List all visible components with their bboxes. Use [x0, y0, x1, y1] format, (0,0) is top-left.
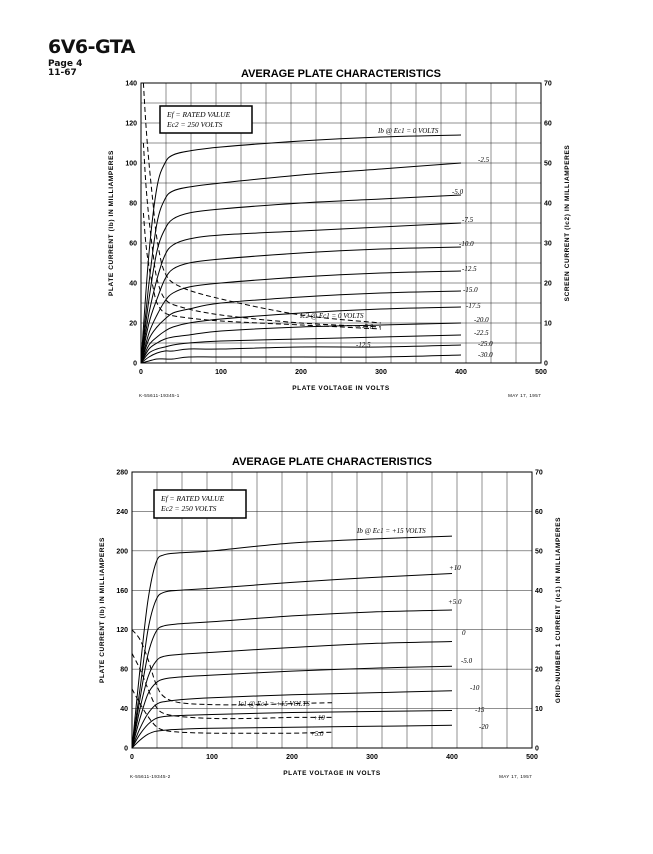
issue-date: 11-67	[48, 68, 77, 78]
plate-current-curve-8	[132, 725, 452, 748]
curve-label: Ib @ Ec1 = 0 VOLTS	[378, 127, 439, 135]
x-tick-label: 100	[206, 754, 218, 761]
y2-tick-label: 20	[544, 280, 552, 288]
y2-tick-label: 10	[544, 320, 552, 328]
x-tick-label: 500	[535, 369, 547, 376]
y-tick-label: 40	[120, 706, 128, 714]
x-tick-label: 0	[139, 369, 143, 376]
plate-current-curve-2	[132, 574, 452, 749]
x-tick-label: 300	[366, 754, 378, 761]
x-axis-label: PLATE VOLTAGE IN VOLTS	[292, 385, 390, 392]
y2-axis-label: SCREEN CURRENT (Ic2) IN MILLIAMPERES	[564, 144, 571, 302]
y2-tick-label: 40	[544, 200, 552, 208]
curve-label: -10	[470, 684, 480, 692]
y2-tick-label: 30	[544, 240, 552, 248]
y-tick-label: 240	[116, 508, 128, 516]
plate-current-curve-12	[141, 355, 461, 363]
curve-label: -20.0	[474, 316, 489, 324]
drawing-date: MAY 17, 1957	[499, 774, 532, 779]
curve-label: -30.0	[478, 351, 493, 359]
curve-label: -10.0	[459, 240, 474, 248]
curve-label: Ib @ Ec1 = +15 VOLTS	[357, 527, 426, 535]
tube-model-title: 6V6-GTA	[48, 36, 135, 58]
conditions-line: Ef = RATED VALUE	[161, 494, 225, 503]
curve-label: +10	[449, 564, 461, 572]
y-tick-label: 0	[124, 745, 128, 753]
y2-tick-label: 0	[544, 360, 548, 368]
conditions-line: Ef = RATED VALUE	[167, 110, 231, 119]
y2-tick-label: 0	[535, 745, 539, 753]
curve-label: -5.0	[362, 323, 374, 331]
curve-label: -15	[475, 706, 485, 714]
page-number: Page 4	[48, 59, 83, 69]
chart-title: AVERAGE PLATE CHARACTERISTICS	[231, 456, 433, 468]
plate-current-curve-4	[141, 223, 461, 363]
curve-label: Ic1 @ Ec1 = +15 VOLTS	[238, 700, 310, 708]
y-axis-label: PLATE CURRENT (Ib) IN MILLIAMPERES	[108, 150, 115, 296]
x-tick-label: 200	[295, 369, 307, 376]
y2-tick-label: 60	[535, 508, 543, 516]
curve-label: 0	[462, 629, 466, 637]
x-axis-label: PLATE VOLTAGE IN VOLTS	[283, 770, 381, 777]
y-tick-label: 160	[116, 587, 128, 595]
x-tick-label: 500	[526, 754, 538, 761]
y-tick-label: 120	[125, 120, 137, 128]
curve-label: -5.0	[461, 657, 473, 665]
x-tick-label: 400	[455, 369, 467, 376]
chart-title: AVERAGE PLATE CHARACTERISTICS	[240, 68, 442, 80]
curve-label: -5.0	[452, 188, 464, 196]
chart-2	[99, 456, 562, 779]
plate-current-curve-11	[141, 345, 461, 363]
y-tick-label: 80	[129, 200, 137, 208]
curve-label: +5.0	[310, 730, 324, 738]
curve-label: -17.5	[466, 302, 481, 310]
y-axis-label: PLATE CURRENT (Ib) IN MILLIAMPERES	[99, 537, 106, 683]
y2-axis-label: GRID-NUMBER 1 CURRENT (Ic1) IN MILLIAMPERES	[555, 516, 562, 704]
y2-tick-label: 70	[535, 469, 543, 477]
y-tick-label: 120	[116, 627, 128, 635]
y2-tick-label: 10	[535, 706, 543, 714]
plate-current-curve-1	[132, 536, 452, 748]
curve-label: -15.0	[463, 286, 478, 294]
x-tick-label: 400	[446, 754, 458, 761]
x-tick-label: 200	[286, 754, 298, 761]
y-tick-label: 100	[125, 160, 137, 168]
y2-tick-label: 20	[535, 666, 543, 674]
y2-tick-label: 50	[544, 160, 552, 168]
y-tick-label: 40	[129, 280, 137, 288]
drawing-number: K-55611-19345-1	[139, 393, 180, 398]
drawing-number: K-55611-19345-2	[130, 774, 171, 779]
curve-label: -20	[479, 723, 489, 731]
curve-label: +5.0	[448, 598, 462, 606]
conditions-box	[160, 106, 252, 133]
y-tick-label: 20	[129, 320, 137, 328]
curve-label: -7.5	[462, 216, 474, 224]
conditions-line: Ec2 = 250 VOLTS	[167, 120, 223, 129]
plate-current-curve-3	[141, 195, 461, 363]
y2-tick-label: 60	[544, 120, 552, 128]
y2-tick-label: 40	[535, 587, 543, 595]
y2-tick-label: 50	[535, 548, 543, 556]
curve-label: +10	[313, 714, 325, 722]
x-tick-label: 0	[130, 754, 134, 761]
x-tick-label: 100	[215, 369, 227, 376]
curve-label: -12.5	[356, 341, 371, 349]
curve-label: -25.0	[478, 340, 493, 348]
curve-label: -22.5	[474, 329, 489, 337]
y-tick-label: 280	[116, 469, 128, 477]
x-tick-label: 300	[375, 369, 387, 376]
y-tick-label: 60	[129, 240, 137, 248]
curve-label: -2.5	[478, 156, 490, 164]
chart-1	[108, 68, 571, 398]
y2-tick-label: 70	[544, 80, 552, 88]
plate-current-curve-1	[141, 135, 461, 363]
plate-current-curve-5	[141, 247, 461, 363]
curve-label: -12.5	[462, 265, 477, 273]
y-tick-label: 80	[120, 666, 128, 674]
y-tick-label: 140	[125, 80, 137, 88]
curve-label: Ic2 @ Ec1 = 0 VOLTS	[300, 312, 364, 320]
y2-tick-label: 30	[535, 627, 543, 635]
y-tick-label: 0	[133, 360, 137, 368]
conditions-line: Ec2 = 250 VOLTS	[161, 504, 217, 513]
drawing-date: MAY 17, 1957	[508, 393, 541, 398]
y-tick-label: 200	[116, 548, 128, 556]
conditions-box	[154, 490, 246, 518]
